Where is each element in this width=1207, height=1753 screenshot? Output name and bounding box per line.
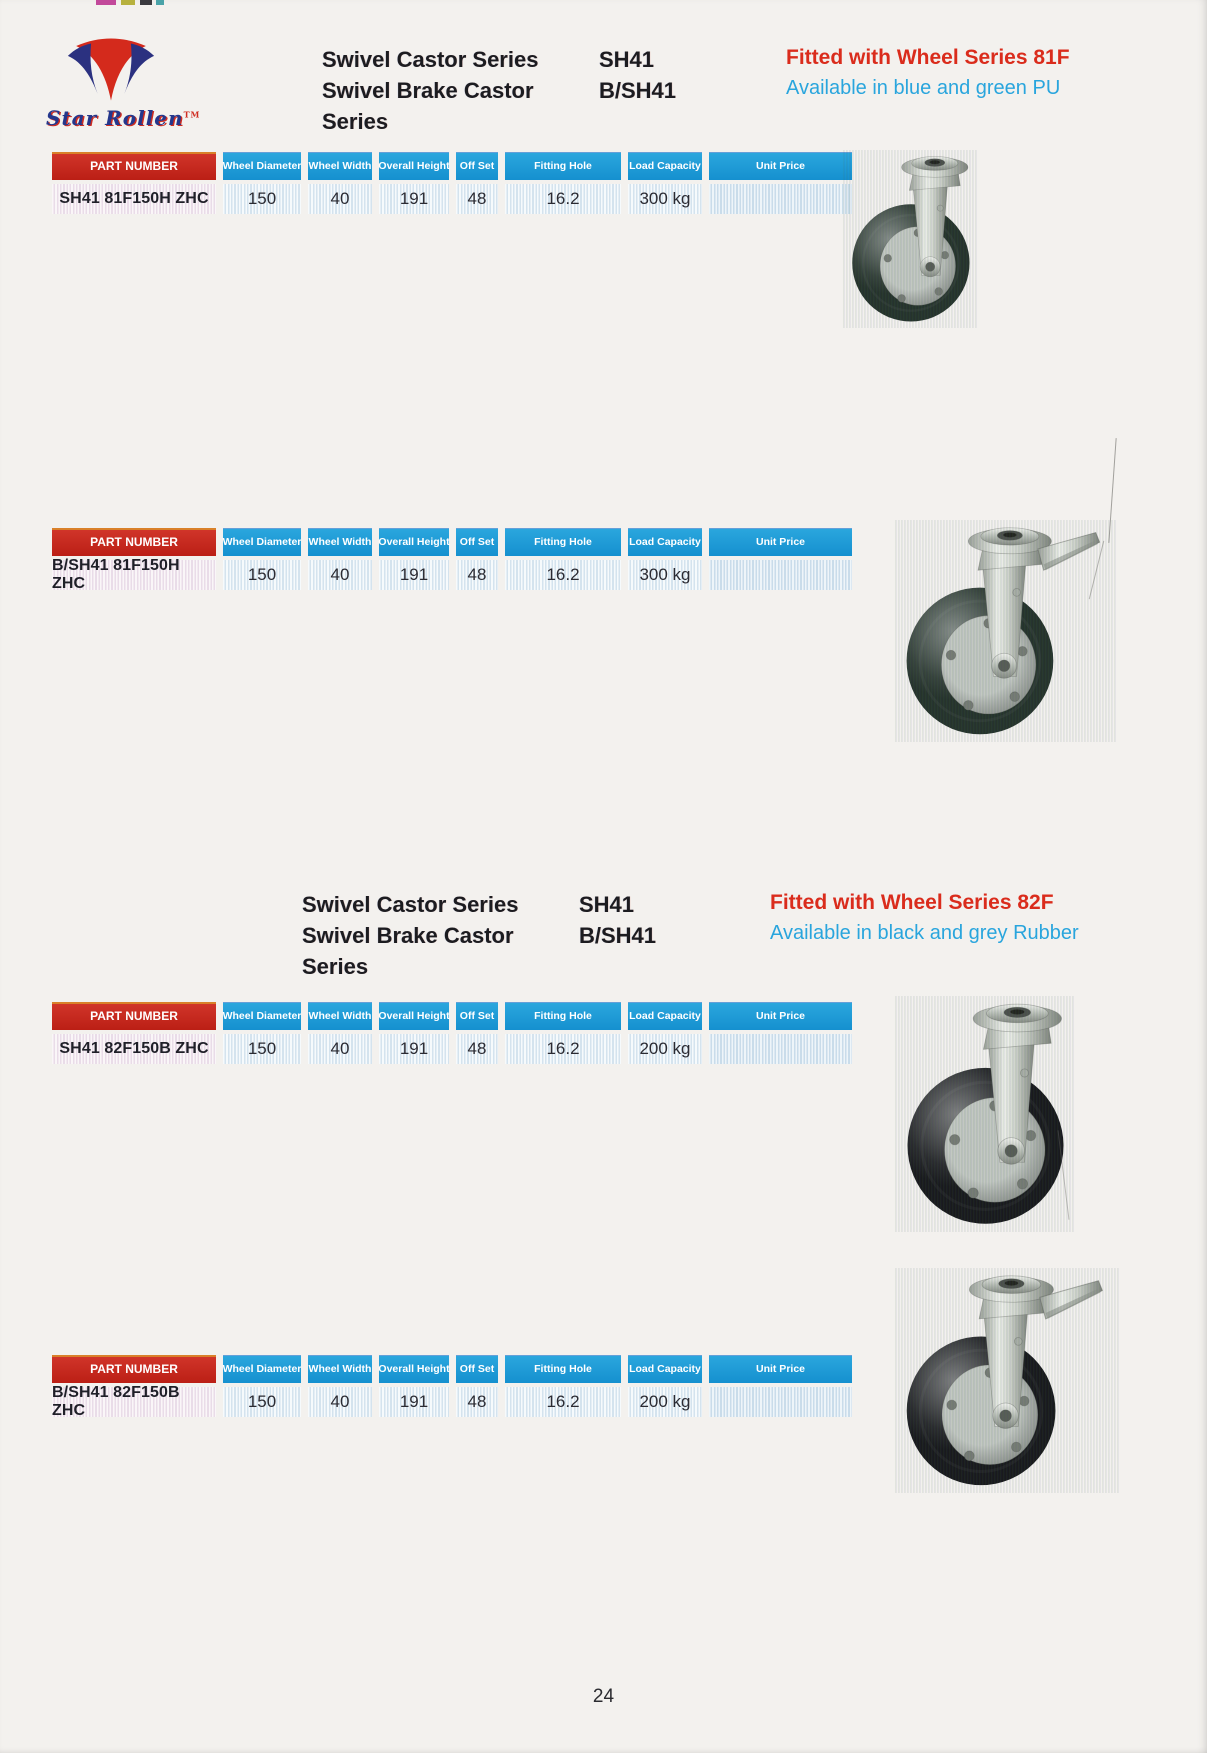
section-heading-82f [302, 889, 656, 982]
cell-wheel-diameter: 150 [223, 560, 301, 590]
column-header-wheel-width: Wheel Width [308, 1002, 372, 1030]
table-row [52, 1034, 852, 1064]
table-row [52, 1384, 852, 1419]
column-header-load-capacity: Load Capacity [628, 528, 702, 556]
cell-load-capacity: 300 kg [628, 184, 702, 214]
series-title: Swivel Brake Castor Series [322, 78, 534, 134]
cell-off-set: 48 [456, 184, 498, 214]
cell-fitting-hole: 16.2 [505, 560, 621, 590]
print-artifact [156, 0, 164, 5]
spec-table-bsh41-82f [52, 1355, 852, 1417]
cell-fitting-hole: 16.2 [505, 184, 621, 214]
column-header-wheel-diameter: Wheel Diameter [223, 528, 301, 556]
column-header-wheel-width: Wheel Width [308, 528, 372, 556]
brand-name: Star Rollen™ [46, 106, 201, 130]
cell-part-number: B/SH41 81F150H ZHC [52, 560, 216, 590]
fitted-note-82f: Fitted with Wheel Series 82F [770, 891, 1054, 914]
column-header-fitting-hole: Fitting Hole [505, 1002, 621, 1030]
spec-table-sh41-81f [52, 152, 852, 214]
cell-part-number: SH41 81F150H ZHC [52, 184, 216, 214]
column-header-unit-price: Unit Price [709, 152, 852, 180]
column-header-load-capacity: Load Capacity [628, 1002, 702, 1030]
table-header-row [52, 1355, 852, 1383]
series-title: Swivel Castor Series [302, 892, 519, 917]
column-header-load-capacity: Load Capacity [628, 1355, 702, 1383]
cell-off-set: 48 [456, 1387, 498, 1417]
cell-unit-price [709, 1034, 852, 1064]
cell-part-number: B/SH41 82F150B ZHC [52, 1387, 216, 1417]
castor-photo-brake-81f [895, 520, 1117, 742]
cell-wheel-width: 40 [308, 560, 372, 590]
castor-photo-swivel-82f [895, 996, 1075, 1232]
trademark-symbol: TM [183, 109, 201, 120]
column-header-part-number: PART NUMBER [52, 1002, 216, 1030]
cell-unit-price [709, 184, 852, 214]
column-header-part-number: PART NUMBER [52, 1355, 216, 1383]
column-header-fitting-hole: Fitting Hole [505, 152, 621, 180]
column-header-fitting-hole: Fitting Hole [505, 528, 621, 556]
column-header-off-set: Off Set [456, 528, 498, 556]
column-header-unit-price: Unit Price [709, 1355, 852, 1383]
column-header-overall-height: Overall Height [379, 528, 449, 556]
table-row [52, 557, 852, 592]
cell-wheel-width: 40 [308, 1387, 372, 1417]
column-header-unit-price: Unit Price [709, 528, 852, 556]
series-code: SH41 [599, 47, 655, 72]
section-heading-81f [322, 44, 676, 137]
column-header-wheel-diameter: Wheel Diameter [223, 1002, 301, 1030]
column-header-overall-height: Overall Height [379, 152, 449, 180]
cell-overall-height: 191 [379, 184, 449, 214]
spec-table-bsh41-81f [52, 528, 852, 590]
column-header-fitting-hole: Fitting Hole [505, 1355, 621, 1383]
series-title: Swivel Brake Castor Series [302, 923, 514, 979]
cell-off-set: 48 [456, 560, 498, 590]
cell-load-capacity: 200 kg [628, 1034, 702, 1064]
castor-photo-brake-82f [895, 1268, 1120, 1493]
column-header-off-set: Off Set [456, 1002, 498, 1030]
column-header-unit-price: Unit Price [709, 1002, 852, 1030]
column-header-wheel-width: Wheel Width [308, 1355, 372, 1383]
series-code: B/SH41 [599, 78, 677, 103]
series-title: Swivel Castor Series [322, 47, 539, 72]
table-header-row [52, 152, 852, 180]
cell-wheel-diameter: 150 [223, 1034, 301, 1064]
column-header-wheel-diameter: Wheel Diameter [223, 152, 301, 180]
availability-note-82f: Available in black and grey Rubber [770, 922, 1079, 944]
cell-unit-price [709, 1387, 852, 1417]
cell-wheel-width: 40 [308, 1034, 372, 1064]
cell-fitting-hole: 16.2 [505, 1387, 621, 1417]
spec-table-sh41-82f [52, 1002, 852, 1064]
star-rollen-fan-icon [52, 36, 170, 104]
series-code: SH41 [579, 892, 635, 917]
column-header-part-number: PART NUMBER [52, 528, 216, 556]
cell-overall-height: 191 [379, 1387, 449, 1417]
print-artifact [121, 0, 135, 5]
table-header-row [52, 528, 852, 556]
cell-off-set: 48 [456, 1034, 498, 1064]
brand-logo [46, 36, 201, 130]
cell-part-number: SH41 82F150B ZHC [52, 1034, 216, 1064]
castor-photo-swivel-81f [843, 150, 978, 328]
print-artifact [140, 0, 152, 5]
availability-note-81f: Available in blue and green PU [786, 77, 1061, 99]
print-artifact [96, 0, 116, 5]
page-number: 24 [592, 1686, 615, 1707]
cell-wheel-width: 40 [308, 184, 372, 214]
table-header-row [52, 1002, 852, 1030]
series-code: B/SH41 [579, 923, 657, 948]
cell-wheel-diameter: 150 [223, 1387, 301, 1417]
column-header-overall-height: Overall Height [379, 1355, 449, 1383]
column-header-off-set: Off Set [456, 1355, 498, 1383]
column-header-wheel-diameter: Wheel Diameter [223, 1355, 301, 1383]
cell-fitting-hole: 16.2 [505, 1034, 621, 1064]
cell-load-capacity: 300 kg [628, 560, 702, 590]
column-header-off-set: Off Set [456, 152, 498, 180]
cell-load-capacity: 200 kg [628, 1387, 702, 1417]
column-header-part-number: PART NUMBER [52, 152, 216, 180]
cell-unit-price [709, 560, 852, 590]
cell-overall-height: 191 [379, 560, 449, 590]
column-header-overall-height: Overall Height [379, 1002, 449, 1030]
cell-overall-height: 191 [379, 1034, 449, 1064]
column-header-wheel-width: Wheel Width [308, 152, 372, 180]
table-row [52, 184, 852, 214]
column-header-load-capacity: Load Capacity [628, 152, 702, 180]
cell-wheel-diameter: 150 [223, 184, 301, 214]
fitted-note-81f: Fitted with Wheel Series 81F [786, 46, 1070, 69]
